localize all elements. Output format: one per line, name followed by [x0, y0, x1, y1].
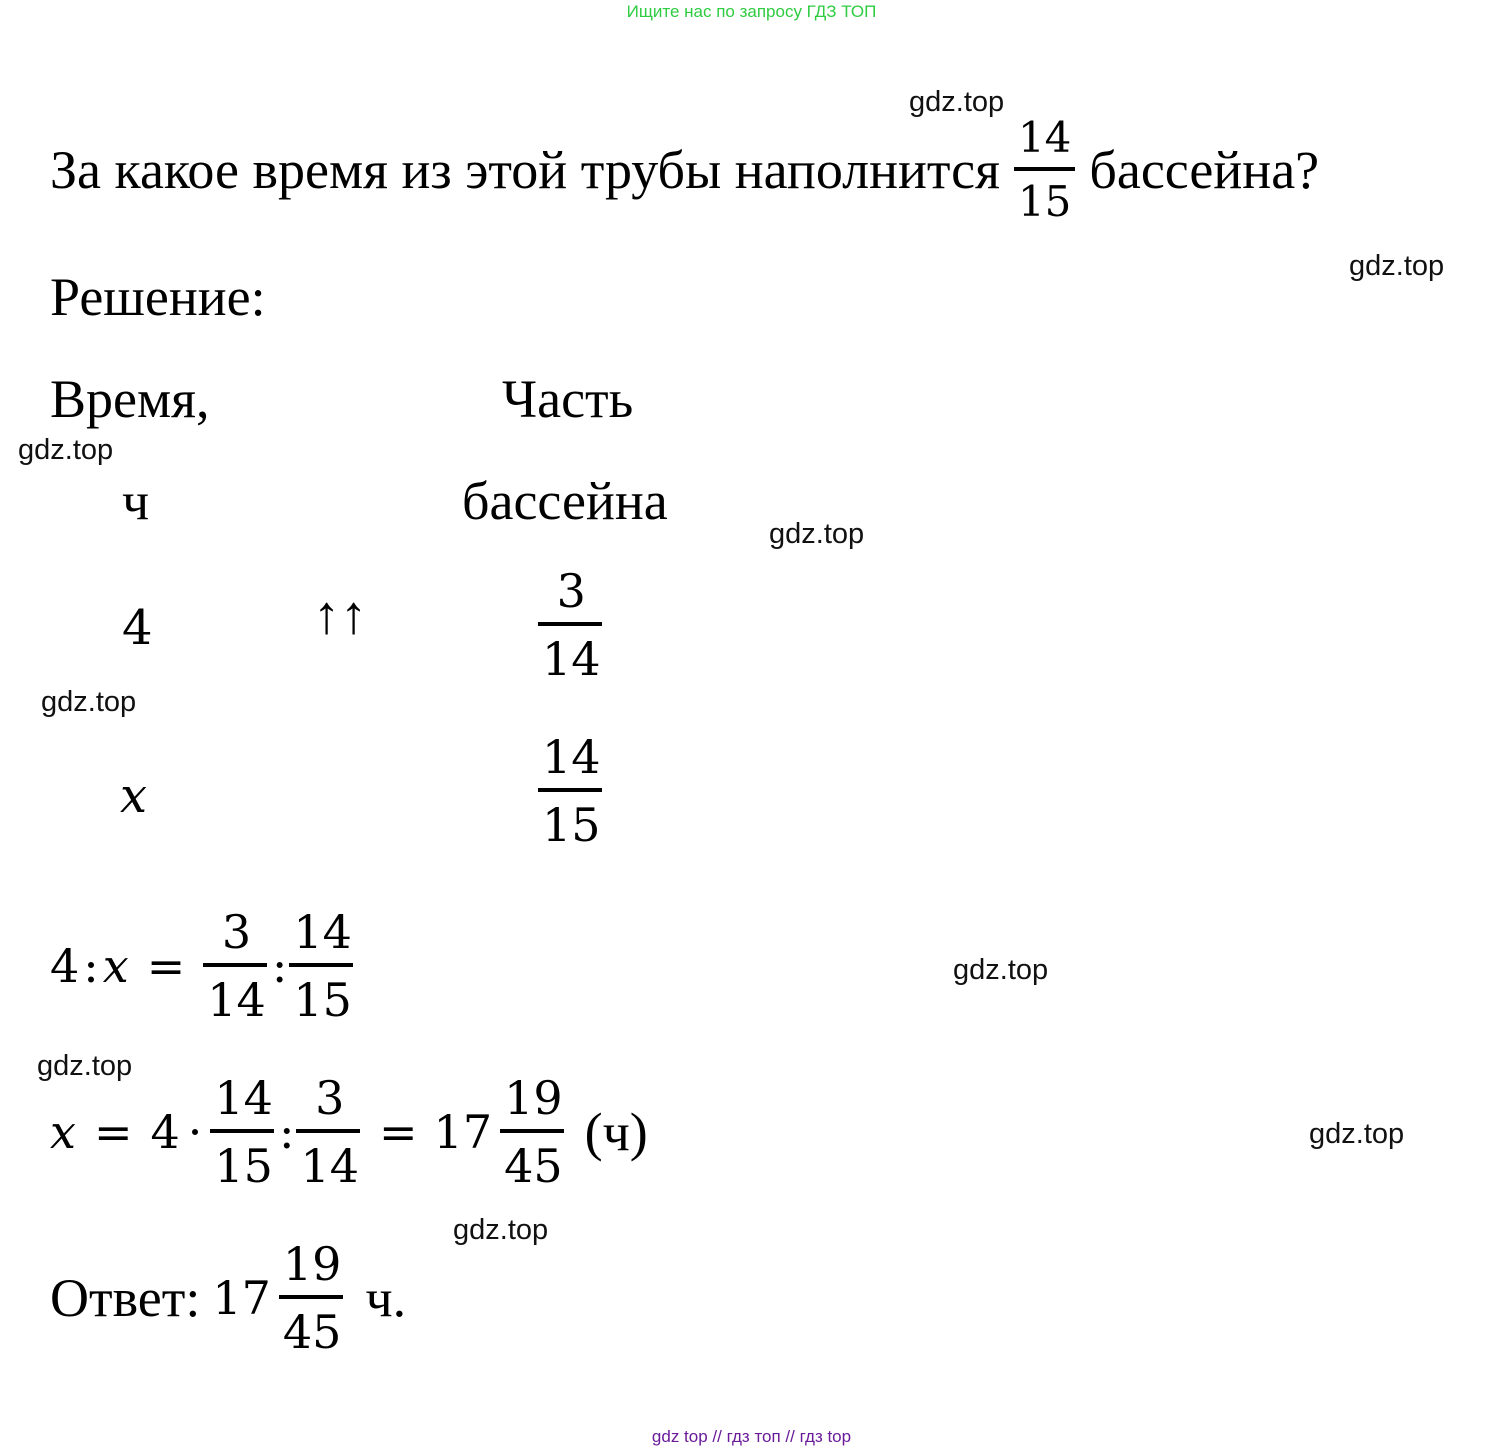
eq1-lhs-a: 4 [50, 939, 80, 993]
fraction-bar [203, 963, 267, 967]
eq2-equals-2: = [379, 1105, 418, 1159]
equation-solution [50, 1062, 648, 1202]
question-tail: бассейна? [1089, 140, 1320, 200]
col1-unit: ч [122, 471, 150, 531]
answer-label: Ответ: [50, 1268, 201, 1328]
row2-fraction [538, 730, 605, 852]
eq2-f2-den: 14 [300, 1139, 359, 1193]
watermark: gdz.top [1309, 1118, 1405, 1150]
watermark: gdz.top [41, 686, 137, 718]
answer-line [50, 1228, 406, 1368]
eq2-r-den: 45 [504, 1139, 563, 1193]
equation-proportion [50, 896, 356, 1036]
eq1-equals: = [146, 939, 186, 993]
header-banner: Ищите нас по запросу ГДЗ ТОП [626, 2, 877, 21]
eq2-result-fraction [500, 1071, 567, 1193]
eq1-f1-num: 3 [221, 905, 252, 959]
question-line [50, 110, 1319, 230]
eq2-colon: : [278, 1105, 295, 1159]
fraction-bar [279, 1295, 343, 1299]
question-fraction [1014, 113, 1075, 226]
fraction-bar [210, 1129, 274, 1133]
proportion-arrows: ↑↑ [313, 585, 367, 645]
eq1-f2-den: 15 [293, 973, 352, 1027]
eq1-fraction-2 [289, 905, 356, 1027]
eq2-f2-num: 3 [315, 1071, 345, 1125]
answer-whole: 17 [212, 1271, 271, 1325]
row2-time: x [120, 768, 148, 824]
row1-frac-num: 3 [556, 564, 586, 618]
eq1-lhs-b: x [102, 939, 129, 993]
eq2-equals: = [93, 1105, 133, 1159]
fraction-bar [289, 963, 353, 967]
eq2-dot: · [187, 1105, 203, 1159]
watermark: gdz.top [18, 434, 114, 466]
eq2-fraction-1 [210, 1071, 277, 1193]
row1-time: 4 [122, 600, 153, 656]
eq2-fraction-2 [296, 1071, 363, 1193]
row2-frac-num: 14 [542, 730, 601, 784]
answer-den: 45 [282, 1305, 342, 1359]
fraction-bar [538, 622, 602, 626]
watermark: gdz.top [1349, 250, 1445, 282]
watermark: gdz.top [453, 1214, 549, 1246]
row1-frac-den: 14 [542, 632, 601, 686]
footer-links: gdz top // гдз топ // гдз top [651, 1427, 852, 1446]
question-frac-num: 14 [1017, 113, 1072, 162]
fraction-bar [500, 1129, 564, 1133]
eq2-f1-den: 15 [214, 1139, 273, 1193]
answer-fraction [279, 1237, 346, 1359]
fraction-bar [1014, 167, 1075, 171]
question-text: За какое время из этой трубы наполнится [50, 140, 1000, 200]
fraction-bar [538, 788, 602, 792]
watermark: gdz.top [953, 954, 1049, 986]
eq2-whole: 17 [433, 1105, 493, 1159]
solution-label: Решение: [50, 267, 266, 327]
fraction-bar [296, 1129, 360, 1133]
eq1-fraction-1 [203, 905, 270, 1027]
eq2-f1-num: 14 [214, 1071, 273, 1125]
answer-unit: ч. [365, 1268, 407, 1328]
eq2-unit: (ч) [584, 1102, 648, 1162]
eq2-factor: 4 [150, 1105, 180, 1159]
question-frac-den: 15 [1017, 177, 1072, 226]
eq1-f1-den: 14 [207, 973, 266, 1027]
col2-header: Часть [502, 369, 634, 429]
row2-frac-den: 15 [542, 798, 601, 852]
answer-num: 19 [282, 1237, 342, 1291]
row1-fraction [538, 564, 605, 686]
watermark: gdz.top [37, 1050, 133, 1082]
col2-header-line2: бассейна [462, 471, 668, 531]
eq1-colon: : [83, 939, 99, 993]
watermark: gdz.top [769, 518, 865, 550]
eq2-var: x [50, 1105, 76, 1159]
col1-header: Время, [50, 369, 210, 429]
watermark: gdz.top [909, 86, 1005, 118]
eq2-r-num: 19 [504, 1071, 563, 1125]
eq1-colon-2: : [271, 939, 288, 993]
eq1-f2-num: 14 [293, 905, 352, 959]
